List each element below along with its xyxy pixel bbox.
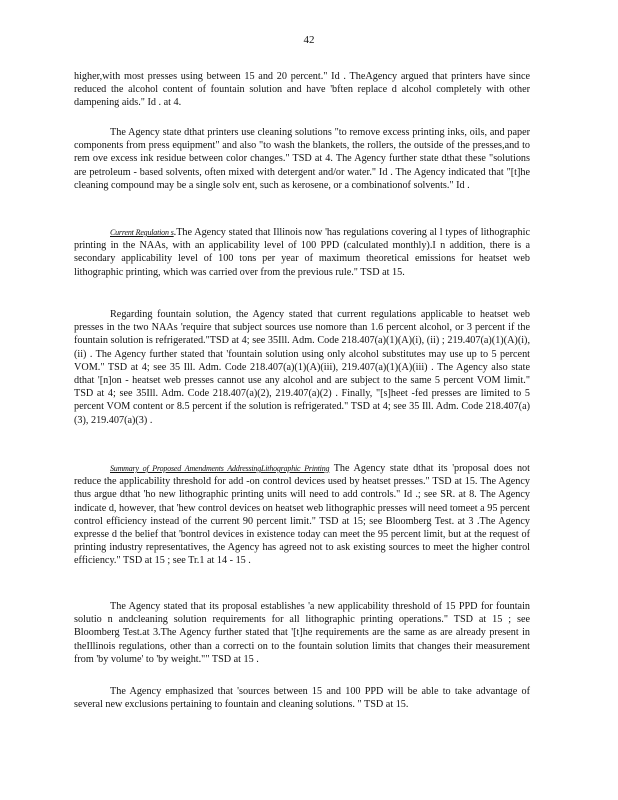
- paragraph-7: The Agency emphasized that 'sources between 15 and 100 PPD will be able to take advantage of several new exclusions pertaining to fountain and cleaning solutions. " TSD at 15.: [74, 686, 530, 711]
- paragraph-1: higher,with most presses using between 15 and 20 percent." Id . TheAgency argued that printers have since reduced the alcohol content of fountain solution and have 'bften replace d alcohol completely with other dampening aids." Id . at 4.: [74, 71, 530, 109]
- paragraph-4: Regarding fountain solution, the Agency stated that current regulations applicable to heatset web presses in the two NAAs 'require that subject sources use nomore than 1.6 percent alcohol, or 3 percent if the fountain solution is refrigerated."TSD at 4; see 35Ill. Adm. Code 218.407(a)(1)(A)(i), (ii) ; 219.407(a)(1)(A)(i), (ii) . The Agency further stated that 'fountain solution using only alcohol substitutes may use up to 5 percent VOM." TSD at 4; see 35 Ill. Adm. Code 218.407(a)(1)(A)(iii), 219.407(a)(1)(A)(iii) . The Agency also state dthat '[n]on - heatset web presses cannot use any alcohol and are subject to the same 5 percent VOM limit." TSD at 4; see 35Ill. Adm. Code 218.407(a)(2), 219.407(a)(2) . Finally, "[s]heet -fed presses are limited to 5 percent VOM content or 8.5 percent if the solution is refrigerated." TSD at 4; see 35 Ill. Adm. Code 218.407(a)(3), 219.407(a)(3) .: [74, 309, 530, 426]
- section-heading-current-regulations: Current Regulation s: [110, 228, 174, 237]
- page-number: 42: [303, 34, 315, 46]
- paragraph-5-text: The Agency state dthat its 'proposal does not reduce the applicability threshold for add -on control devices used by heatset presses." TSD at 15. The Agency thus argue dthat 'ho new lithographic printing units will need to add controls." Id .; see SR. at 8. The Agency indicate d, however, that 'hew control devices on heatset web lithographic presses will need tomeet a 95 percent control efficiency instead of the current 90 percent limit." TSD at 15; see Bloomberg Test. at 3 .The Agency expresse d the belief that 'bontrol devices in existence today can meet the 95 percent limit, but at the request of printing industry representatives, the Agency has agreed not to ask existing sources to meet the higher control efficiency." TSD at 15 ; see Tr.1 at 14 - 15 .: [74, 463, 530, 567]
- paragraph-6: The Agency stated that its proposal establishes 'a new applicability threshold of 15 PPD for fountain solutio n andcleaning solution requirements for all lithographic printing operations." TSD at 15 ; see Bloomberg Test.at 3.The Agency further stated that '[t]he requirements are the same as are already present in theIllinois regulations, other than a correcti on to the fountain solution limits that changes their measurement from 'by volume' to 'by weight."" TSD at 15 .: [74, 601, 530, 665]
- paragraph-2: The Agency state dthat printers use cleaning solutions "to remove excess printing inks, oils, and paper components from press equipment" and also "to wash the blankets, the rollers, the outside of the presses,and to rem ove excess ink residue between color changes." TSD at 4. The Agency further state dthat these "solutions are petroleum - based solvents, often mixed with detergent and/or water." Id . The Agency indicated that "[t]he cleaning compound may be a single solv ent, such as kerosene, or a combinationof solvents." Id .: [74, 127, 530, 191]
- section-heading-summary-proposed-amendments: Summary of Proposed Amendments AddressingLithographic Printing: [110, 464, 330, 473]
- paragraph-3: [74, 226, 530, 279]
- paragraph-5: [74, 462, 530, 568]
- paragraph-3-text: .The Agency stated that Illinois now 'has regulations covering al l types of lithographic printing in the NAAs, with an applicability level of 100 PPD (calculated monthly).I n addition, there is a secondary applicability level of 100 tons per year of maximum theoretical emissions for heatset web lithographic printing, which was carried over from the previous rule." TSD at 15.: [74, 227, 530, 278]
